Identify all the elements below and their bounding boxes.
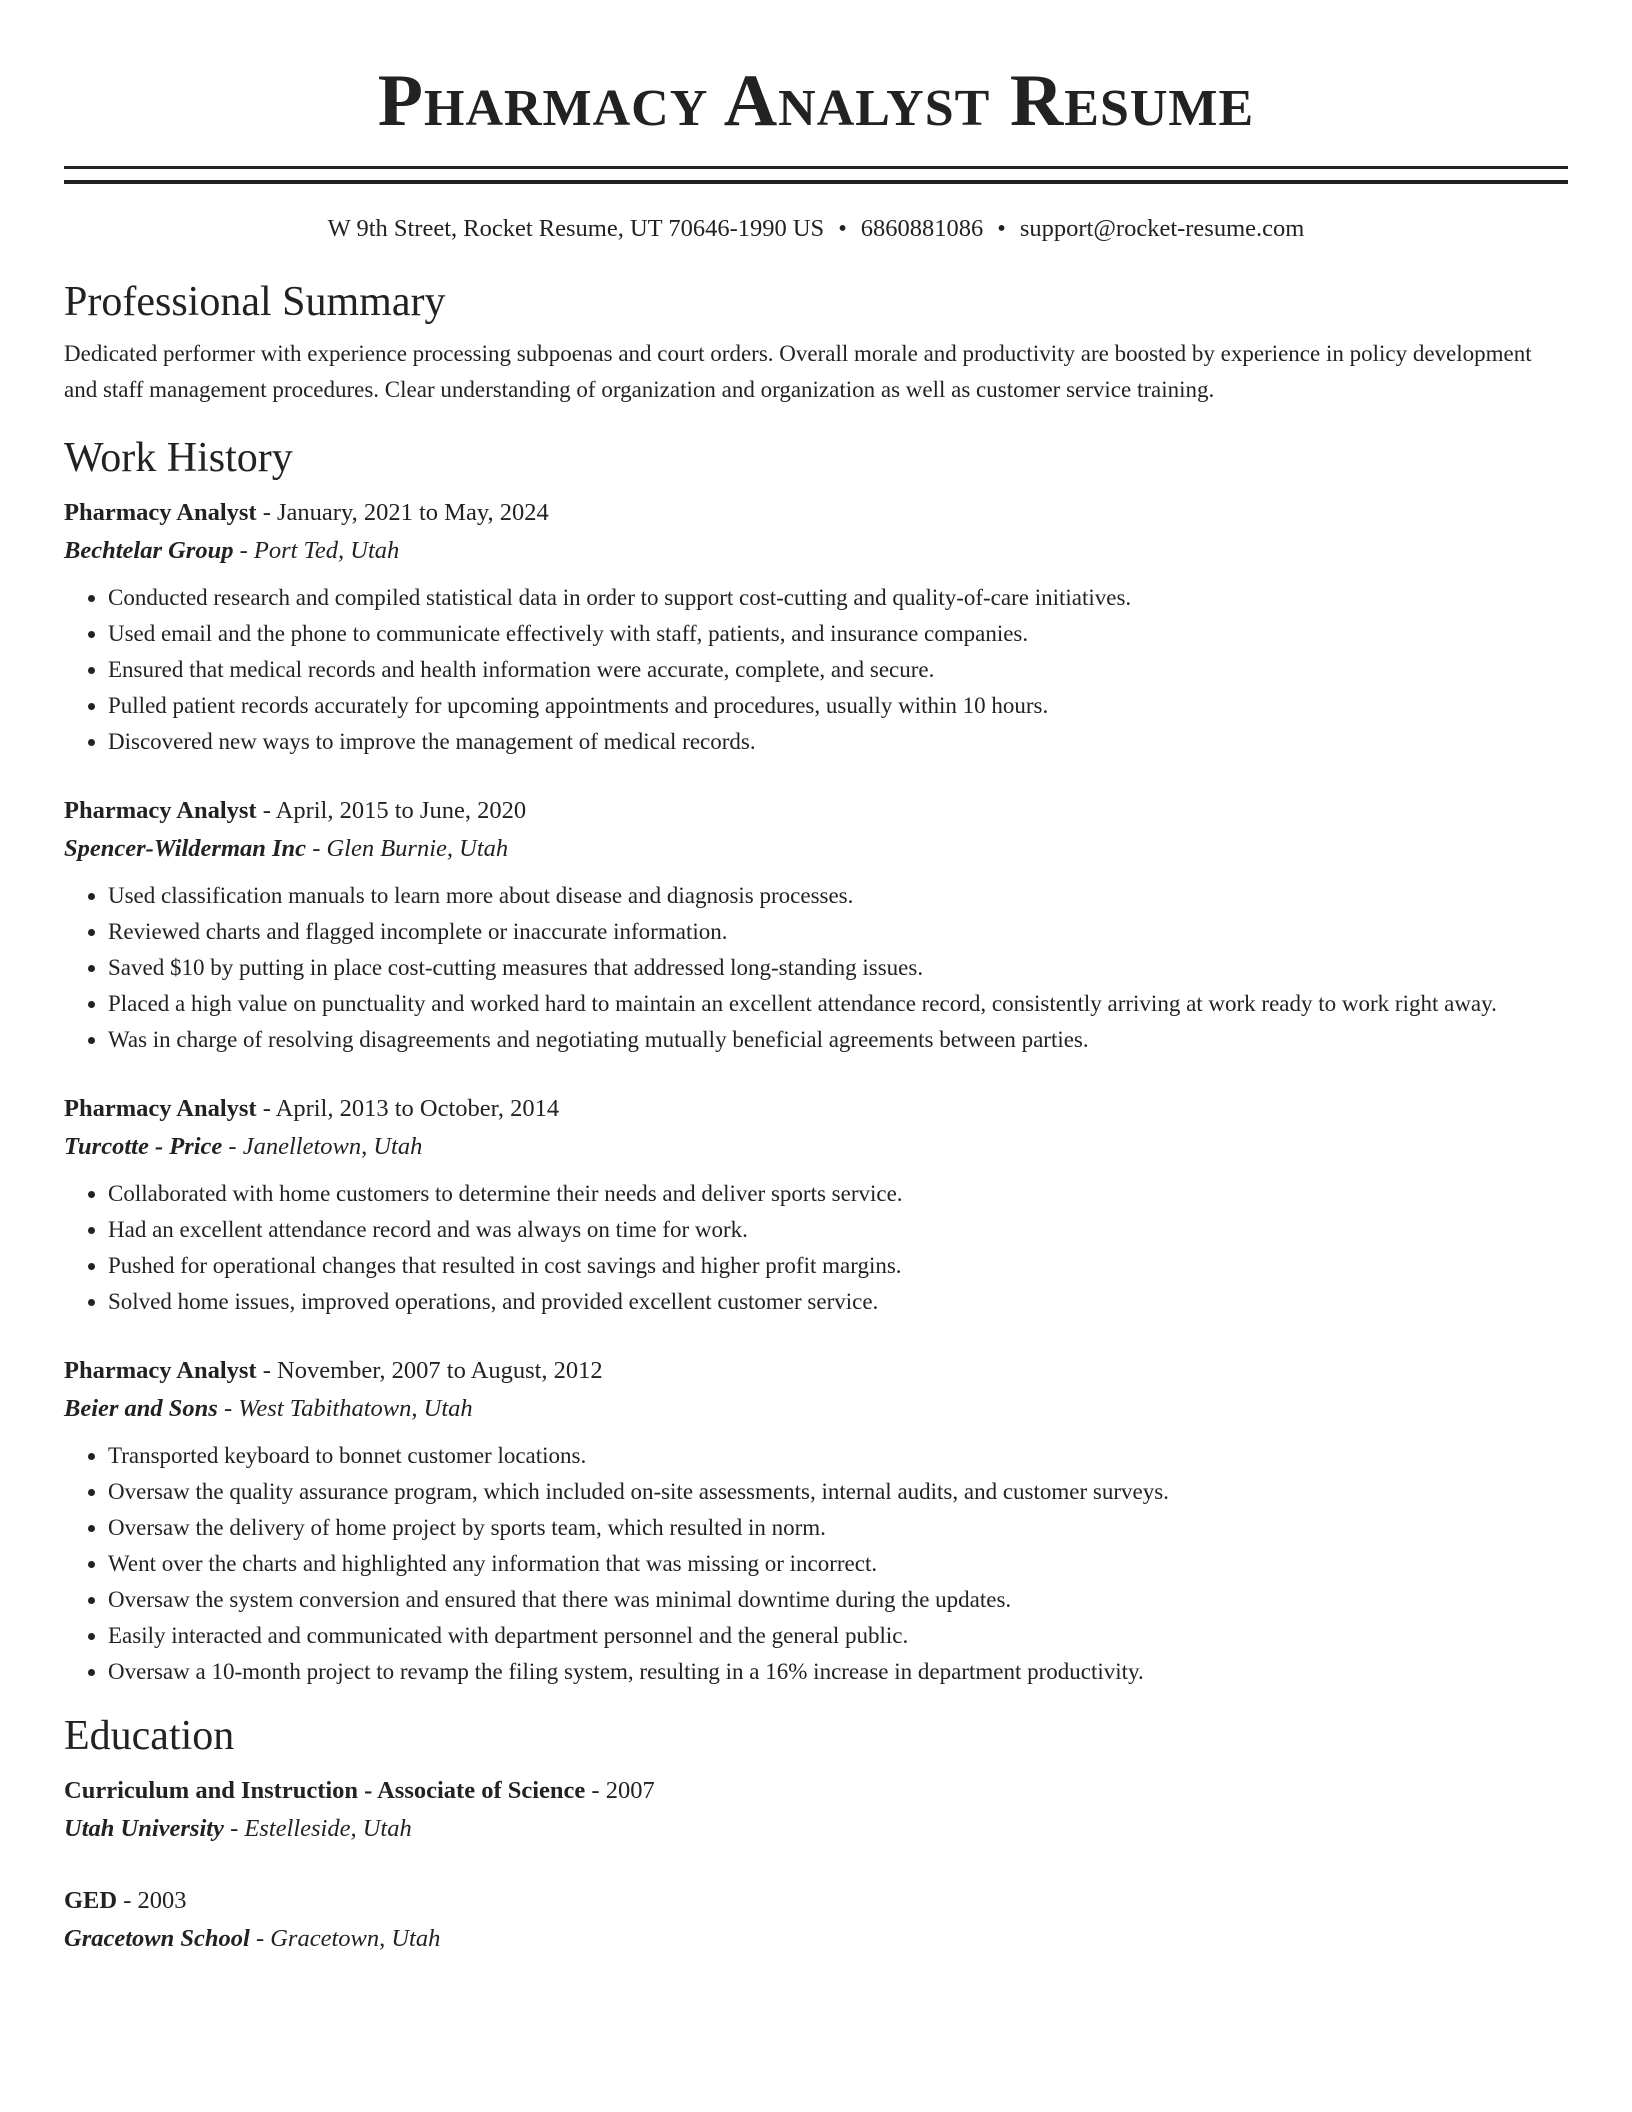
job-title: Pharmacy Analyst [64,499,257,526]
contact-email: support@rocket-resume.com [1019,215,1305,242]
summary-heading: Professional Summary [64,279,446,325]
job-duty-item: • Had an excellent attendance record and was always on time for work. [108,1212,1568,1248]
job-duty-item: • Solved home issues, improved operations, and provided excellent customer service. [108,1284,1568,1320]
job-duty-item: • Discovered new ways to improve the management of medical records. [108,724,1568,760]
contact-separator: • [997,215,1006,242]
job-duty-item: • Ensured that medical records and health information were accurate, complete, and secure. [108,652,1568,688]
contact-address: W 9th Street, Rocket Resume, UT 70646-1990 US [327,215,825,242]
job-company: Turcotte - Price [64,1133,223,1160]
job-duties-list [64,1438,1568,1690]
education-year: - 2007 [585,1777,655,1804]
education-list [64,1772,1568,1958]
education-header [64,1882,1568,1920]
summary-text: Dedicated performer with experience processing subpoenas and court orders. Overall morale and productivity are boosted by experience in policy development and staff management procedures. Clear understanding of organization and organization as well as customer service training. [64,341,1532,402]
job-company-line [64,532,1568,570]
job-entry [64,1352,1568,1690]
education-entry [64,1772,1568,1848]
job-company-line [64,1390,1568,1428]
job-location: - Glen Burnie, Utah [306,835,509,862]
job-title: Pharmacy Analyst [64,797,257,824]
education-location: - Gracetown, Utah [249,1925,441,1952]
contact-phone: 6860881086 [860,215,984,242]
job-company: Spencer-Wilderman Inc [64,835,307,862]
job-duty-item: • Went over the charts and highlighted any information that was missing or incorrect. [108,1546,1568,1582]
job-duty-item: • Pushed for operational changes that resulted in cost savings and higher profit margins. [108,1248,1568,1284]
job-duty-item: • Transported keyboard to bonnet customer locations. [108,1438,1568,1474]
job-duty-item: • Used classification manuals to learn more about disease and diagnosis processes. [108,878,1568,914]
job-entry [64,494,1568,760]
job-entry [64,792,1568,1058]
job-duties-list [64,580,1568,760]
job-duty-item: • Oversaw the delivery of home project by sports team, which resulted in norm. [108,1510,1568,1546]
education-entry [64,1882,1568,1958]
job-duty-item: • Used email and the phone to communicate effectively with staff, patients, and insurance companies. [108,616,1568,652]
education-degree: Curriculum and Instruction - Associate of Science [64,1777,586,1804]
education-location: - Estelleside, Utah [223,1815,412,1842]
job-header [64,494,1568,532]
job-location: - Janelletown, Utah [222,1133,423,1160]
job-header [64,792,1568,830]
job-duty-item: • Placed a high value on punctuality and worked hard to maintain an excellent attendance record, consistently arriving at work ready to work right away. [108,986,1568,1022]
job-duty-item: • Oversaw a 10-month project to revamp the filing system, resulting in a 16% increase in department productivity. [108,1654,1568,1690]
job-duty-item: • Saved $10 by putting in place cost-cutting measures that addressed long-standing issues. [108,950,1568,986]
education-degree: GED [64,1887,118,1914]
job-entry [64,1090,1568,1320]
contact-line [64,212,1568,246]
job-company: Beier and Sons [64,1395,218,1422]
education-school-line [64,1920,1568,1958]
work-history-list [64,494,1568,1690]
job-header [64,1090,1568,1128]
job-company-line [64,830,1568,868]
resume-title: Pharmacy Analyst Resume [377,60,1255,142]
job-duties-list [64,878,1568,1058]
job-dates: - April, 2013 to October, 2014 [256,1095,560,1122]
education-school: Utah University [64,1815,224,1842]
job-dates: - November, 2007 to August, 2012 [256,1357,603,1384]
job-duty-item: • Oversaw the system conversion and ensured that there was minimal downtime during the updates. [108,1582,1568,1618]
education-heading: Education [64,1713,235,1759]
job-location: - West Tabithatown, Utah [217,1395,473,1422]
education-header [64,1772,1568,1810]
contact-separator: • [838,215,847,242]
job-duty-item: • Easily interacted and communicated with department personnel and the general public. [108,1618,1568,1654]
education-year: - 2003 [117,1887,187,1914]
job-duty-item: • Oversaw the quality assurance program, which included on-site assessments, internal audits, and customer surveys. [108,1474,1568,1510]
title-divider [64,166,1568,184]
education-school: Gracetown School [64,1925,250,1952]
job-duty-item: • Reviewed charts and flagged incomplete or inaccurate information. [108,914,1568,950]
job-title: Pharmacy Analyst [64,1357,257,1384]
job-dates: - January, 2021 to May, 2024 [256,499,549,526]
job-duty-item: • Collaborated with home customers to determine their needs and deliver sports service. [108,1176,1568,1212]
job-duties-list [64,1176,1568,1320]
job-duty-item: • Conducted research and compiled statistical data in order to support cost-cutting and quality-of-care initiatives. [108,580,1568,616]
work-history-heading: Work History [64,435,293,481]
job-location: - Port Ted, Utah [233,537,400,564]
job-company-line [64,1128,1568,1166]
job-dates: - April, 2015 to June, 2020 [256,797,527,824]
job-duty-item: • Pulled patient records accurately for upcoming appointments and procedures, usually within 10 hours. [108,688,1568,724]
job-company: Bechtelar Group [64,537,234,564]
job-title: Pharmacy Analyst [64,1095,257,1122]
job-header [64,1352,1568,1390]
education-school-line [64,1810,1568,1848]
job-duty-item: • Was in charge of resolving disagreements and negotiating mutually beneficial agreements between parties. [108,1022,1568,1058]
